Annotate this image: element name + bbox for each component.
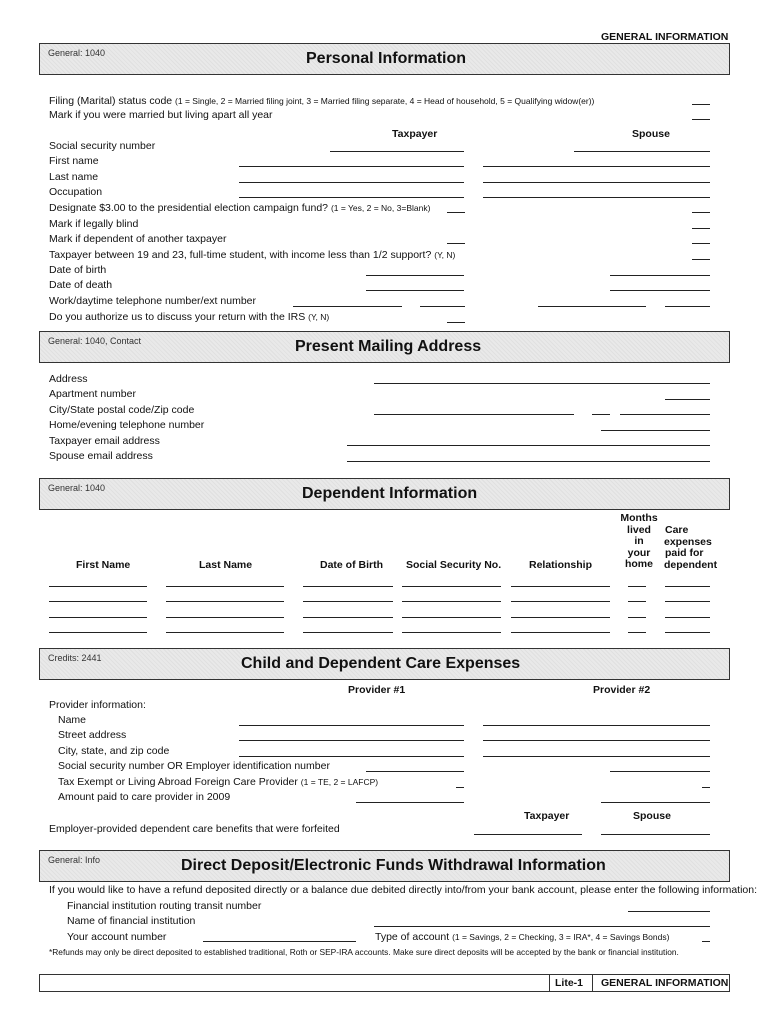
dependent-taxpayer-label: Mark if dependent of another taxpayer [49,233,227,245]
dep-col-months: Months lived in your home [620,512,658,570]
section-title: Personal Information [306,50,467,67]
apartment-field[interactable] [665,399,710,400]
last-name-label: Last name [49,171,99,183]
dep-months-field[interactable] [628,601,646,602]
provider-2-tax-exempt-field[interactable] [702,787,710,788]
first-name-label: First name [49,155,99,167]
date-of-birth-label: Date of birth [49,264,107,276]
dep-col-first-name: First Name [76,559,131,571]
spouse-designate-field[interactable] [692,212,710,213]
occupation-label: Occupation [49,186,103,198]
taxpayer-column-header: Taxpayer [392,128,438,140]
spouse-occupation-field[interactable] [483,197,710,198]
section-title: Direct Deposit/Electronic Funds Withdrawal Information [181,857,606,874]
section-code: General: 1040, Contact [48,336,142,346]
provider-1-ssn-ein-field[interactable] [366,771,464,772]
dep-dob-field[interactable] [303,632,393,633]
dep-first-name-field[interactable] [49,601,147,602]
dep-months-field[interactable] [628,586,646,587]
taxpayer-dependent-field[interactable] [447,243,465,244]
dep-last-name-field[interactable] [166,586,284,587]
provider-1-city-field[interactable] [239,756,464,757]
blind-label: Mark if legally blind [49,218,139,230]
dep-col-last-name: Last Name [199,559,253,571]
taxpayer-forfeited-field[interactable] [474,834,582,835]
spouse-dependent-field[interactable] [692,243,710,244]
amount-paid-label: Amount paid to care provider in 2009 [58,791,231,803]
taxpayer-work-ext-field[interactable] [420,306,465,307]
ssn-label: Social security number [49,140,156,152]
city-field[interactable] [374,414,574,415]
student-label: Taxpayer between 19 and 23, full-time student, with income less than 1/2 support? (Y, N) [49,249,456,261]
taxpayer-occupation-field[interactable] [239,197,464,198]
city-state-zip-label: City/State postal code/Zip code [49,404,195,416]
provider-2-street-field[interactable] [483,740,710,741]
dep-ssn-field[interactable] [402,617,501,618]
dep-ssn-field[interactable] [402,586,501,587]
spouse-dob-field[interactable] [610,275,710,276]
home-phone-field[interactable] [601,430,710,431]
home-phone-label: Home/evening telephone number [49,419,205,431]
dep-first-name-field[interactable] [49,617,147,618]
dep-relationship-field[interactable] [511,586,610,587]
provider-name-label: Name [58,714,87,726]
spouse-student-field[interactable] [692,259,710,260]
taxpayer-dod-field[interactable] [366,290,464,291]
married-apart-label: Mark if you were married but living apart all year [49,109,273,121]
dep-dob-field[interactable] [303,601,393,602]
spouse-email-field[interactable] [347,461,710,462]
provider-2-amount-field[interactable] [601,802,710,803]
provider-2-ssn-ein-field[interactable] [610,771,710,772]
taxpayer-dob-field[interactable] [366,275,464,276]
address-field[interactable] [374,383,710,384]
section-code: General: Info [48,855,101,865]
designate-fund-label: Designate $3.00 to the presidential election campaign fund? (1 = Yes, 2 = No, 3=Blank) [49,202,431,214]
dep-care-field[interactable] [665,586,710,587]
account-type-field[interactable] [702,941,710,942]
zip-field[interactable] [620,414,710,415]
dependents-section-header [39,478,730,510]
provider-2-header: Provider #2 [593,684,651,696]
taxpayer-email-field[interactable] [347,445,710,446]
spouse-column-header: Spouse [632,128,670,140]
section-title: Child and Dependent Care Expenses [241,655,521,672]
married-apart-field[interactable] [692,119,710,120]
dep-col-care-expenses: Care expenses paid for dependent [664,524,718,571]
section-code: General: 1040 [48,483,106,493]
dep-first-name-field[interactable] [49,586,147,587]
dep-dob-field[interactable] [303,586,393,587]
dep-ssn-field[interactable] [402,632,501,633]
state-field[interactable] [592,414,610,415]
dep-months-field[interactable] [628,617,646,618]
dep-relationship-field[interactable] [511,632,610,633]
spouse-blind-field[interactable] [692,228,710,229]
deposit-section-header [39,850,730,882]
routing-number-field[interactable] [628,911,710,912]
filing-status-field[interactable] [692,104,710,105]
apartment-label: Apartment number [49,388,136,400]
provider-city-label: City, state, and zip code [58,745,170,757]
authorize-irs-field[interactable] [447,322,465,323]
provider-1-street-field[interactable] [239,740,464,741]
dep-ssn-field[interactable] [402,601,501,602]
taxpayer-designate-field[interactable] [447,212,465,213]
dep-dob-field[interactable] [303,617,393,618]
routing-number-label: Financial institution routing transit number [67,900,262,912]
dep-care-field[interactable] [665,601,710,602]
section-title: Present Mailing Address [295,338,482,355]
page-header-title: GENERAL INFORMATION [601,31,729,43]
section-code: Credits: 2441 [48,653,102,663]
dep-months-field[interactable] [628,632,646,633]
taxpayer-last-name-field[interactable] [239,182,464,183]
date-of-death-label: Date of death [49,279,113,291]
filing-status-label: Filing (Marital) status code (1 = Single, 2 = Married filing joint, 3 = Married filing separate, 4 = Head of household, 5 = Qualifying widow(er)) [49,95,595,107]
forfeited-taxpayer-header: Taxpayer [524,810,570,822]
dep-col-relationship: Relationship [529,559,593,571]
section-title: Dependent Information [302,485,478,502]
dep-last-name-field[interactable] [166,601,284,602]
dep-last-name-field[interactable] [166,632,284,633]
tax-exempt-label: Tax Exempt or Living Abroad Foreign Care Provider (1 = TE, 2 = LAFCP) [58,776,379,788]
dep-col-dob: Date of Birth [320,559,383,571]
provider-2-name-field[interactable] [483,725,710,726]
mailing-section-header [39,331,730,363]
deposit-intro: If you would like to have a refund deposited directly or a balance due debited directly into/from your bank account, please enter the following information: [49,884,758,896]
account-type-label: Type of account (1 = Savings, 2 = Checking, 3 = IRA*, 4 = Savings Bonds) [375,931,670,943]
provider-info-label: Provider information: [49,699,146,711]
provider-1-name-field[interactable] [239,725,464,726]
section-code: General: 1040 [48,48,106,58]
authorize-irs-label: Do you authorize us to discuss your return with the IRS (Y, N) [49,311,330,323]
dep-col-ssn: Social Security No. [406,559,502,571]
forfeited-spouse-header: Spouse [633,810,671,822]
taxpayer-first-name-field[interactable] [239,166,464,167]
dep-relationship-field[interactable] [511,601,610,602]
provider-street-label: Street address [58,729,127,741]
provider-ssn-ein-label: Social security number OR Employer identification number [58,760,330,772]
dep-relationship-field[interactable] [511,617,610,618]
forfeited-label: Employer-provided dependent care benefits that were forfeited [49,823,340,835]
spouse-email-label: Spouse email address [49,450,153,462]
personal-section-header [39,43,730,75]
work-phone-label: Work/daytime telephone number/ext number [49,295,256,307]
childcare-section-header [39,648,730,680]
page-footer [39,974,730,992]
deposit-note: *Refunds may only be direct deposited to established traditional, Roth or SEP-IRA accounts. Make sure direct deposits will be accepted by the bank or financial institution. [49,947,679,957]
taxpayer-ssn-field[interactable] [330,151,464,152]
account-number-label: Your account number [67,931,167,943]
dep-care-field[interactable] [665,617,710,618]
provider-1-amount-field[interactable] [356,802,464,803]
spouse-ssn-field[interactable] [574,151,710,152]
address-label: Address [49,373,88,385]
footer-title: GENERAL INFORMATION [601,977,729,989]
dep-first-name-field[interactable] [49,632,147,633]
provider-1-tax-exempt-field[interactable] [456,787,464,788]
spouse-first-name-field[interactable] [483,166,710,167]
spouse-work-phone-field[interactable] [538,306,646,307]
footer-page-id: Lite-1 [555,977,584,989]
provider-2-city-field[interactable] [483,756,710,757]
taxpayer-email-label: Taxpayer email address [49,435,160,447]
dep-last-name-field[interactable] [166,617,284,618]
taxpayer-work-phone-field[interactable] [293,306,402,307]
spouse-dod-field[interactable] [610,290,710,291]
spouse-work-ext-field[interactable] [665,306,710,307]
provider-1-header: Provider #1 [348,684,406,696]
dep-care-field[interactable] [665,632,710,633]
institution-name-label: Name of financial institution [67,915,196,927]
spouse-last-name-field[interactable] [483,182,710,183]
institution-name-field[interactable] [374,926,710,927]
spouse-forfeited-field[interactable] [601,834,710,835]
account-number-field[interactable] [203,941,356,942]
